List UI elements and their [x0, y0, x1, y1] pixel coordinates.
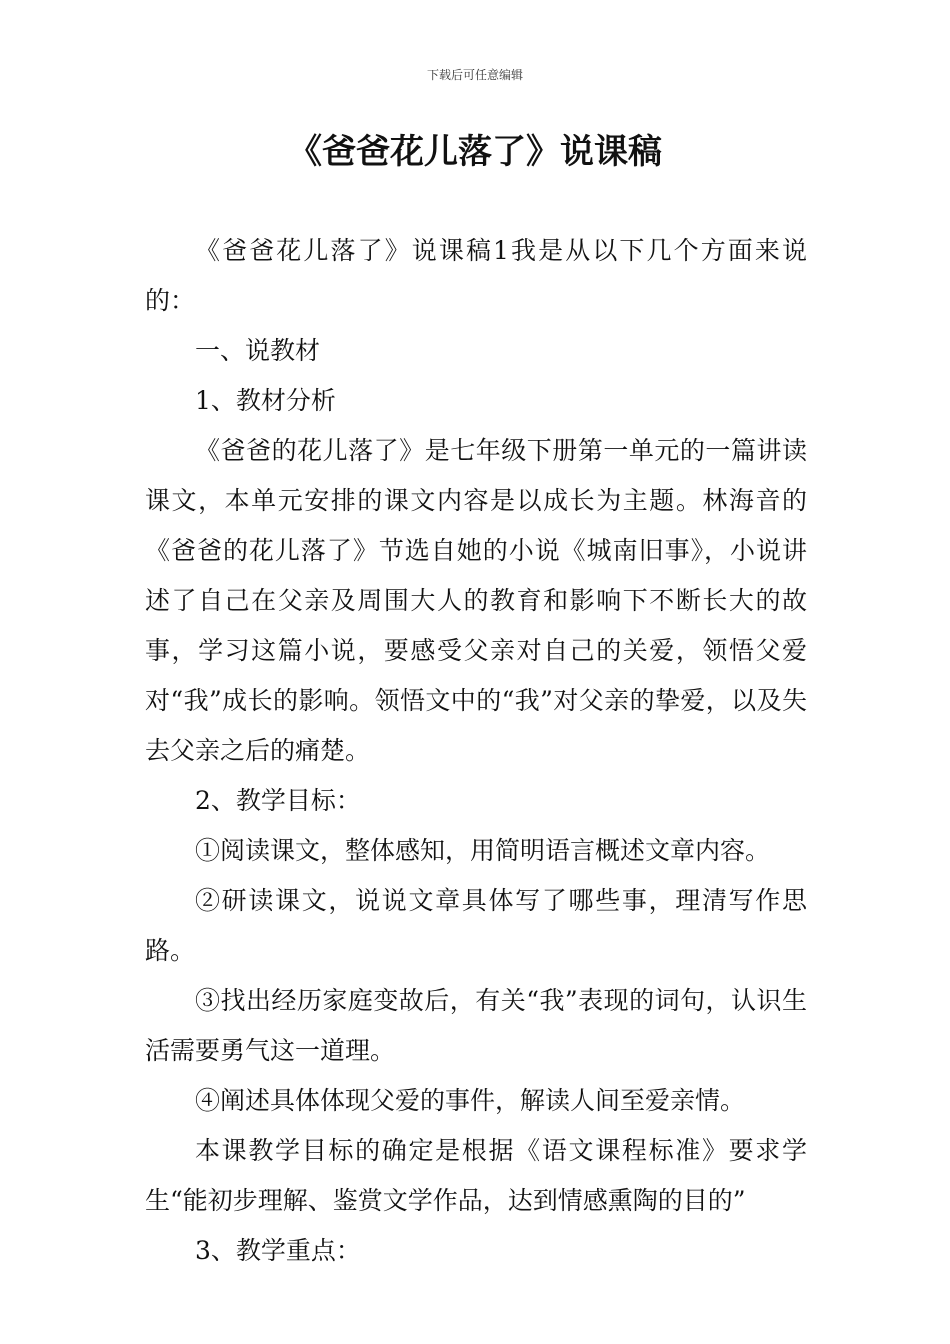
paragraph-goal-basis: 本课教学目标的确定是根据《语文课程标准》要求学生“能初步理解、鉴赏文学作品，达到情感熏陶的目的”: [145, 1136, 807, 1215]
document-body: [145, 226, 807, 1276]
section-heading-textbook: 一、说教材: [195, 336, 321, 365]
goal-item-3: ③找出经历家庭变故后，有关“我”表现的词句，认识生活需要勇气这一道理。: [145, 986, 807, 1065]
goal-item-4: ④阐述具体体现父爱的事件，解读人间至爱亲情。: [195, 1086, 746, 1115]
subsection-heading-analysis: 1、教材分析: [195, 386, 336, 415]
header-note: 下载后可任意编辑: [426, 68, 523, 82]
paragraph-analysis: 《爸爸的花儿落了》是七年级下册第一单元的一篇讲读课文，本单元安排的课文内容是以成长为主题。林海音的《爸爸的花儿落了》节选自她的小说《城南旧事》，小说讲述了自己在父亲及周围大人的教育和影响下不断长大的故事，学习这篇小说，要感受父亲对自己的关爱，领悟父爱对“我”成长的影响。领悟文中的“我”对父亲的挚爱，以及失去父亲之后的痛楚。: [145, 436, 807, 765]
paragraph-intro: 《爸爸花儿落了》说课稿1我是从以下几个方面来说的：: [145, 236, 807, 315]
document-title: 《爸爸花儿落了》说课稿: [288, 132, 662, 172]
goal-item-1: ①阅读课文，整体感知，用简明语言概述文章内容。: [195, 836, 771, 865]
subsection-heading-key-points: 3、教学重点：: [195, 1236, 361, 1265]
subsection-heading-goals: 2、教学目标：: [195, 786, 361, 815]
goal-item-2: ②研读课文，说说文章具体写了哪些事，理清写作思路。: [145, 886, 807, 965]
